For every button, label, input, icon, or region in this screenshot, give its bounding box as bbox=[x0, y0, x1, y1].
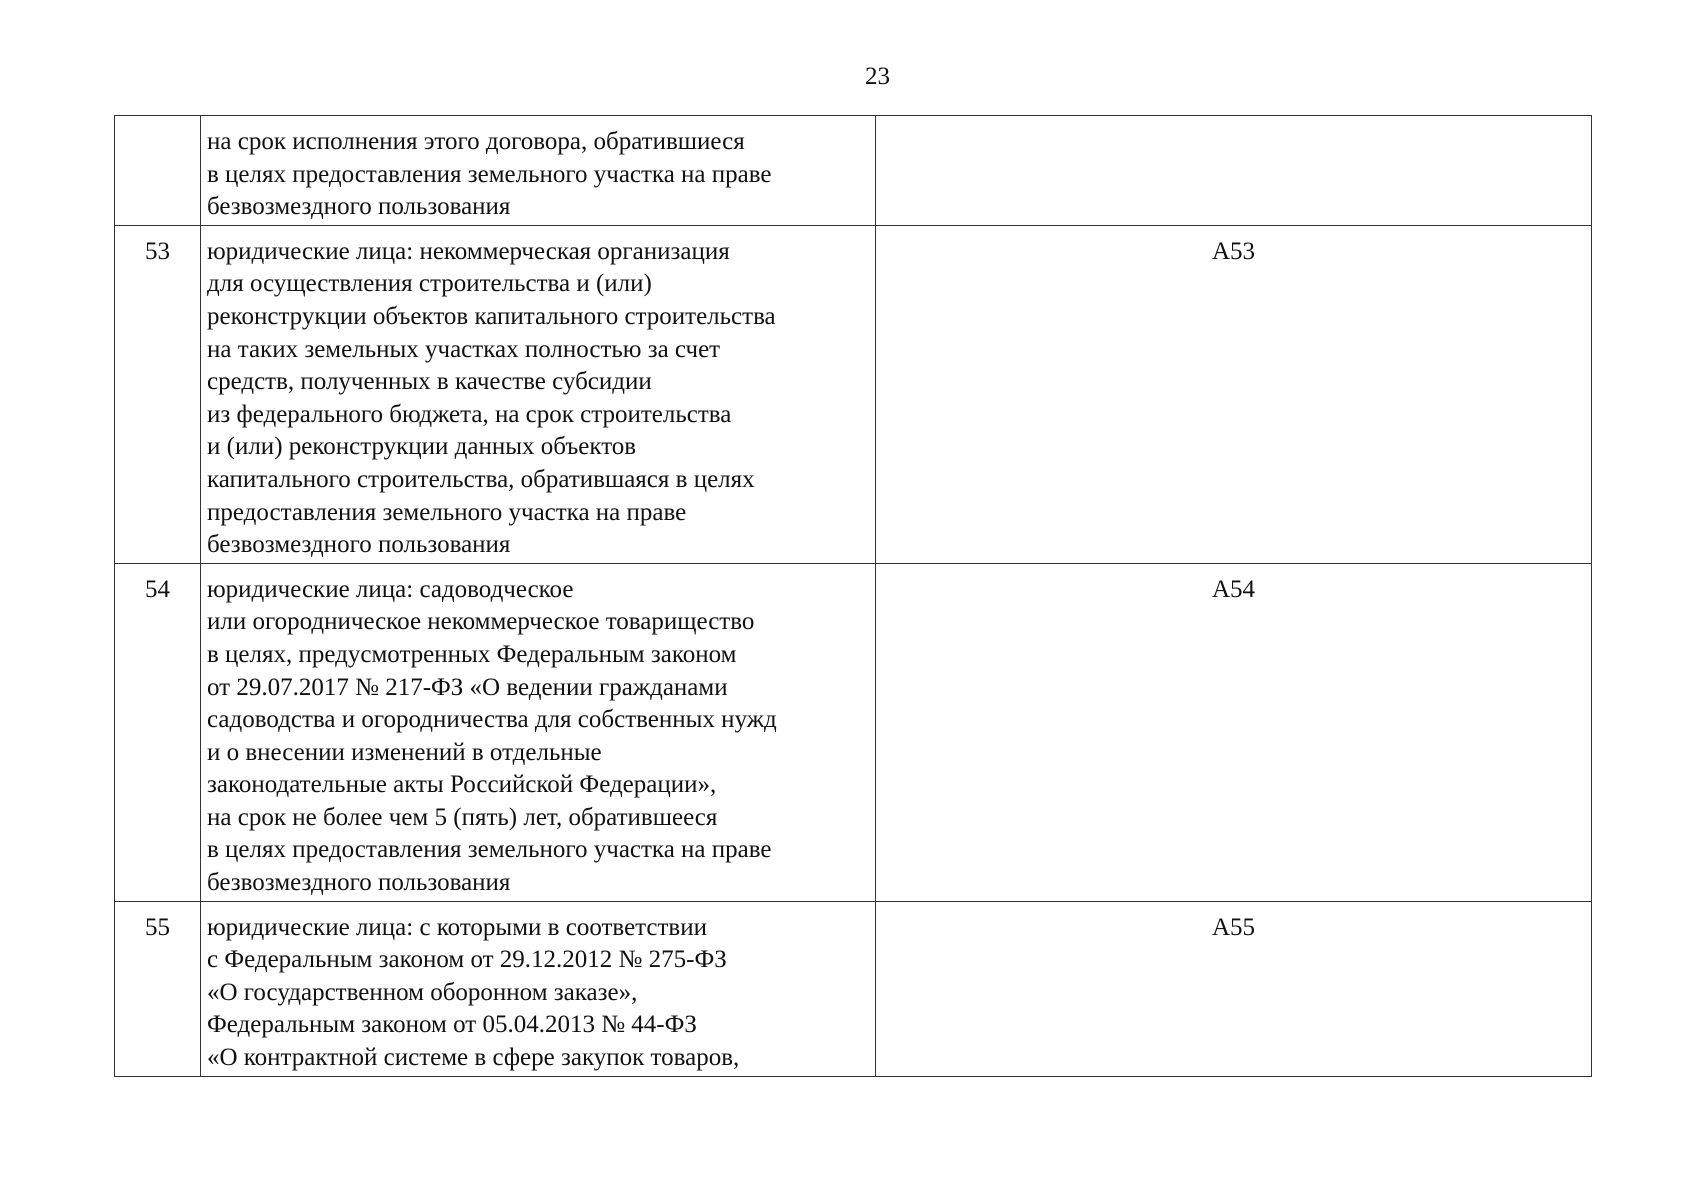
table-row bbox=[115, 225, 1592, 563]
row-code-cell: А55 bbox=[876, 901, 1592, 1076]
row-number-cell: 53 bbox=[115, 225, 201, 563]
page-number: 23 bbox=[865, 63, 890, 90]
description-line: юридические лица: некоммерческая организация bbox=[207, 237, 730, 265]
description-line: «О государственном оборонном заказе», bbox=[207, 978, 638, 1006]
description-line: в целях предоставления земельного участка на праве bbox=[207, 160, 772, 188]
row-description-cell bbox=[201, 563, 876, 901]
row-code-cell: А53 bbox=[876, 225, 1592, 563]
description-line: на срок не более чем 5 (пять) лет, обратившееся bbox=[207, 803, 718, 831]
description-line: юридические лица: с которыми в соответствии bbox=[207, 913, 707, 941]
description-line: реконструкции объектов капитального строительства bbox=[207, 302, 776, 330]
description-line: безвозмездного пользования bbox=[207, 869, 511, 897]
table-row bbox=[115, 563, 1592, 901]
description-line: «О контрактной системе в сфере закупок товаров, bbox=[207, 1044, 740, 1072]
description-line: средств, полученных в качестве субсидии bbox=[207, 368, 652, 396]
row-description-cell bbox=[201, 116, 876, 226]
description-line: законодательные акты Российской Федерации», bbox=[207, 771, 717, 799]
description-line: с Федеральным законом от 29.12.2012 № 275-ФЗ bbox=[207, 946, 727, 974]
row-code-cell bbox=[876, 116, 1592, 226]
row-description-cell bbox=[201, 901, 876, 1076]
description-line: из федерального бюджета, на срок строительства bbox=[207, 400, 732, 428]
description-line: капитального строительства, обратившаяся в целях bbox=[207, 465, 755, 493]
row-number-cell: 55 bbox=[115, 901, 201, 1076]
row-number-cell bbox=[115, 116, 201, 226]
document-table bbox=[114, 115, 1592, 1077]
table-row bbox=[115, 901, 1592, 1076]
description-line: и о внесении изменений в отдельные bbox=[207, 738, 602, 766]
description-line: в целях, предусмотренных Федеральным законом bbox=[207, 640, 737, 668]
description-line: или огородническое некоммерческое товарищество bbox=[207, 608, 755, 636]
row-description-cell bbox=[201, 225, 876, 563]
row-number-cell: 54 bbox=[115, 563, 201, 901]
description-line: для осуществления строительства и (или) bbox=[207, 270, 652, 298]
description-line: Федеральным законом от 05.04.2013 № 44-ФЗ bbox=[207, 1011, 697, 1039]
row-code-cell: А54 bbox=[876, 563, 1592, 901]
description-line: безвозмездного пользования bbox=[207, 531, 511, 559]
description-line: садоводства и огородничества для собственных нужд bbox=[207, 706, 777, 734]
description-line: безвозмездного пользования bbox=[207, 193, 511, 221]
table-row bbox=[115, 116, 1592, 226]
description-line: в целях предоставления земельного участка на праве bbox=[207, 836, 772, 864]
description-line: на срок исполнения этого договора, обратившиеся bbox=[207, 128, 745, 155]
description-line: на таких земельных участках полностью за счет bbox=[207, 335, 721, 363]
description-line: и (или) реконструкции данных объектов bbox=[207, 433, 637, 461]
description-line: предоставления земельного участка на праве bbox=[207, 498, 687, 526]
description-line: от 29.07.2017 № 217-ФЗ «О ведении гражданами bbox=[207, 673, 728, 701]
description-line: юридические лица: садоводческое bbox=[207, 575, 574, 603]
